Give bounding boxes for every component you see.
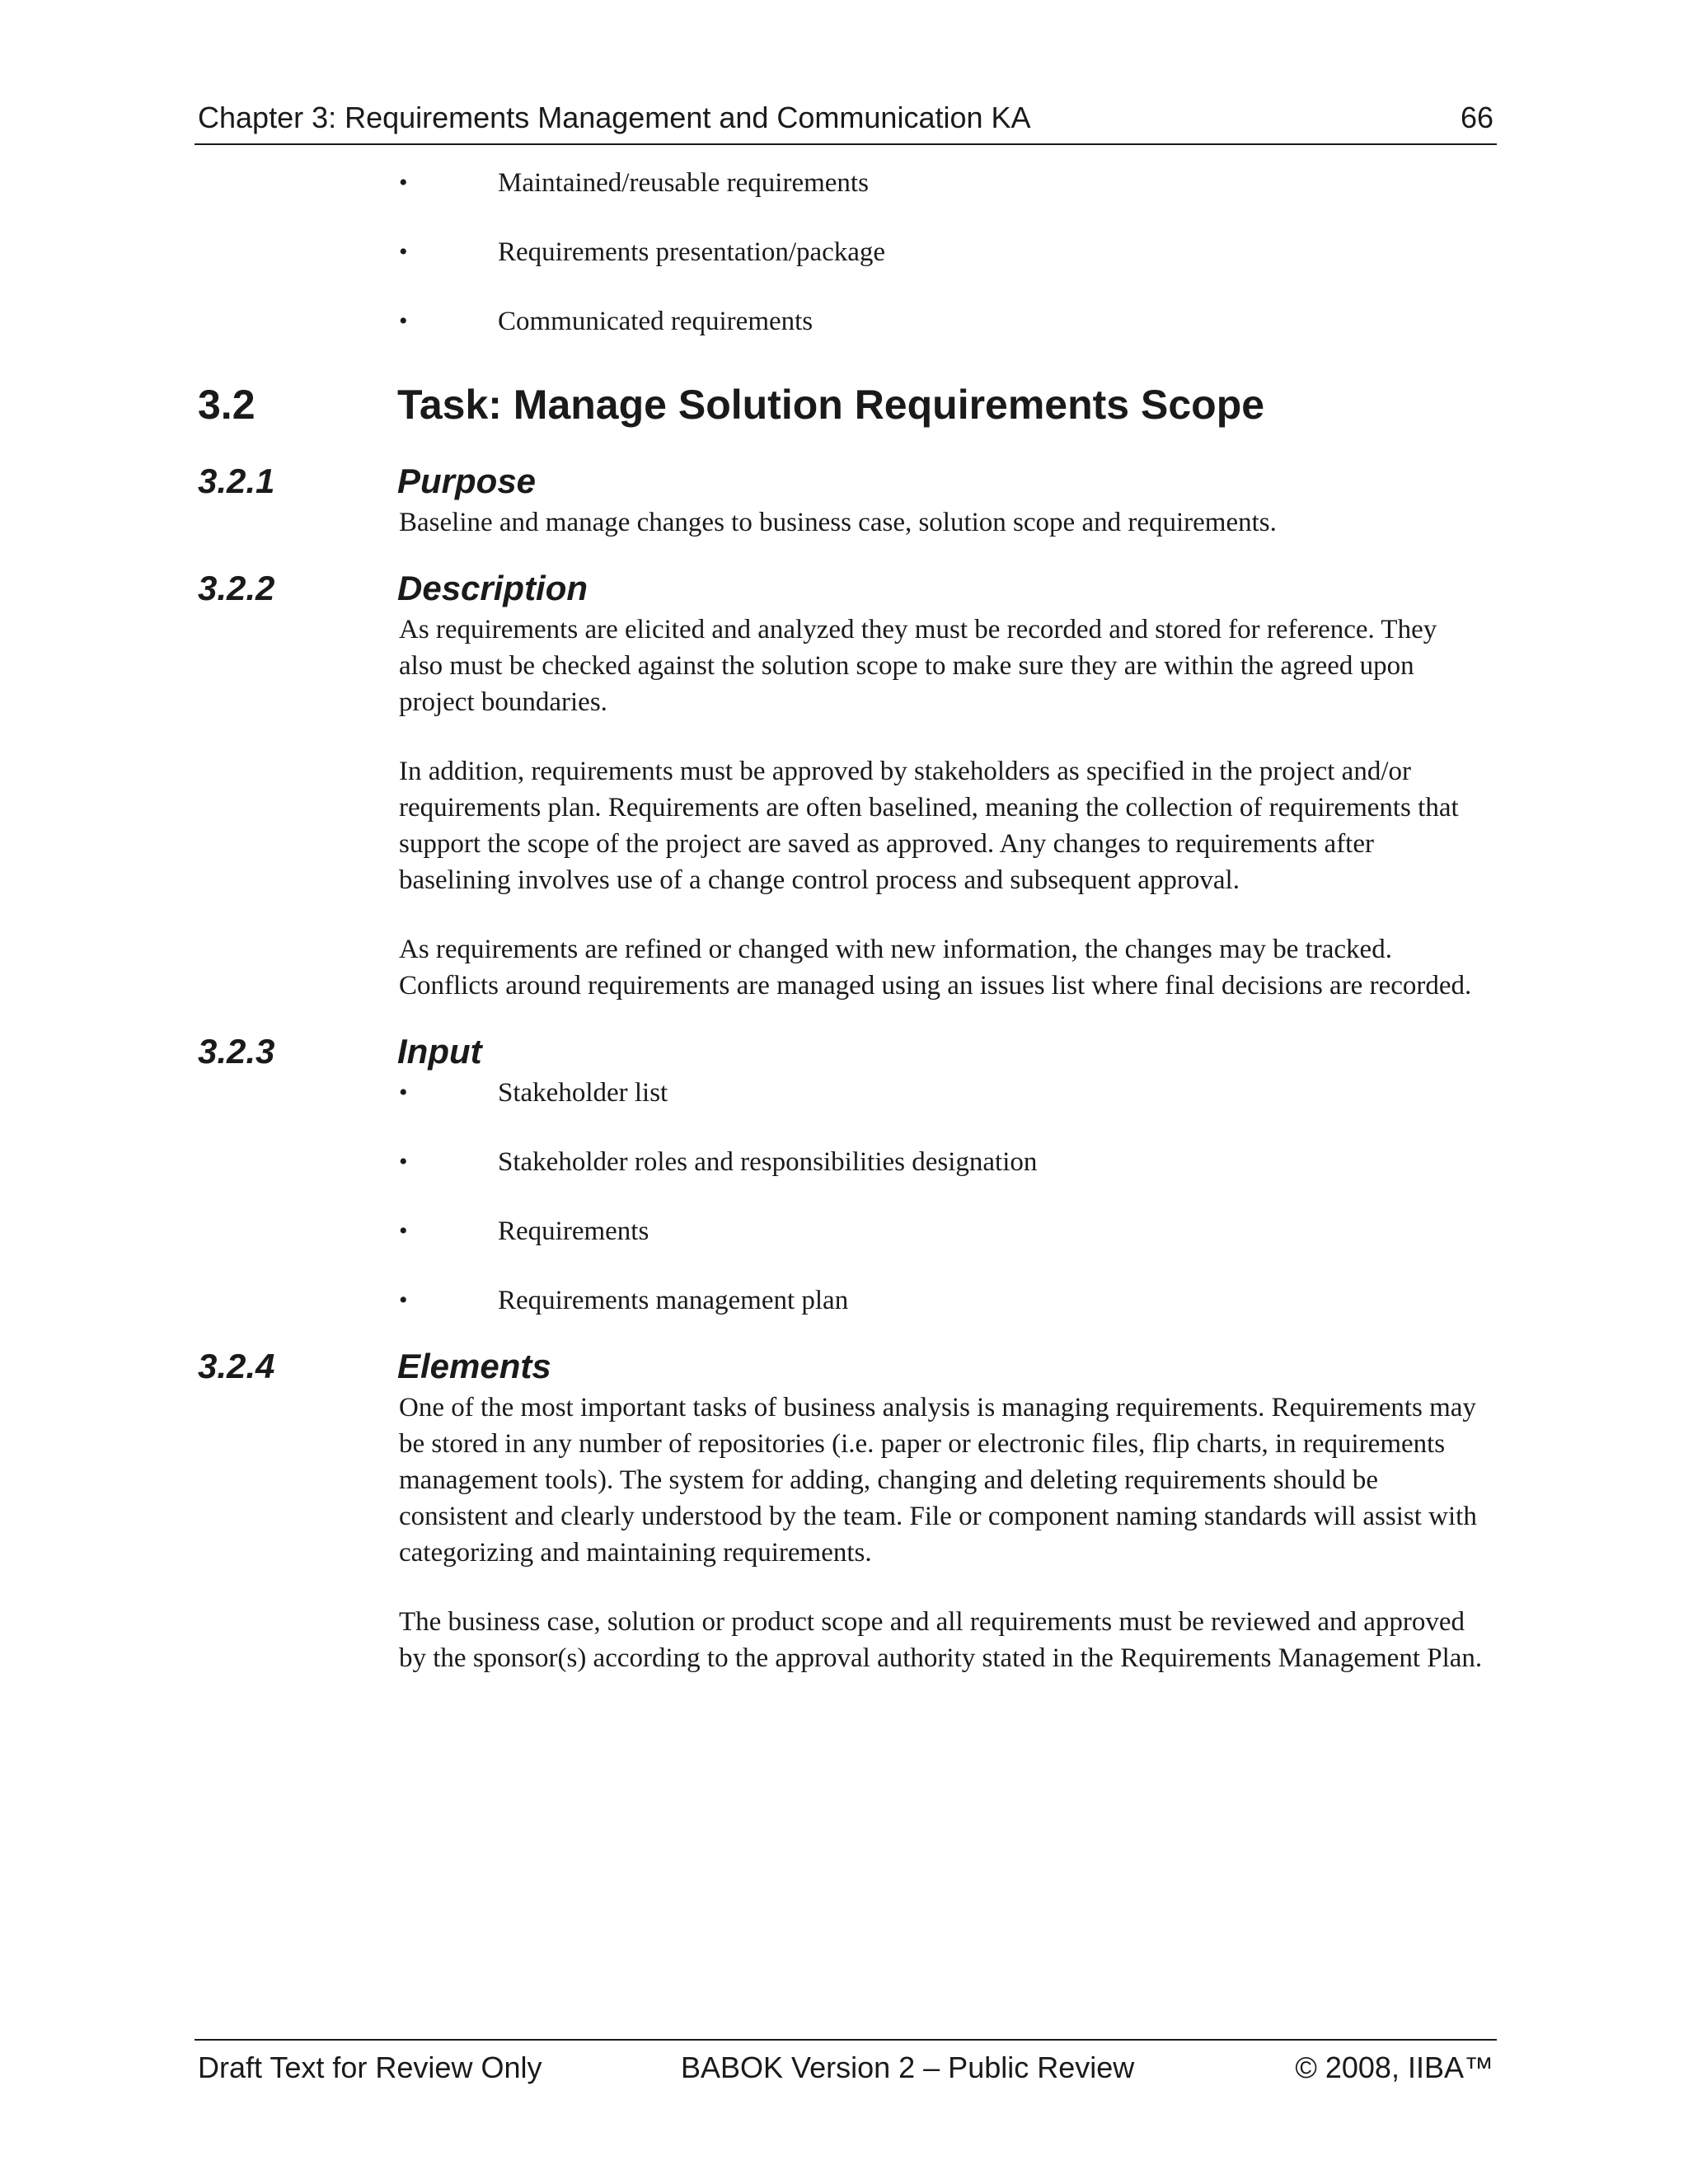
output-bullet-list	[195, 165, 1497, 340]
list-item: • Stakeholder roles and responsibilities designation	[399, 1144, 1497, 1180]
description-section	[195, 565, 1497, 1004]
bullet-icon: •	[399, 1286, 408, 1314]
bullet-icon: •	[399, 1079, 408, 1106]
section-number: 3.2	[198, 382, 256, 428]
description-number: 3.2.2	[198, 569, 275, 607]
bullet-icon: •	[399, 1148, 408, 1175]
list-item: • Stakeholder list	[399, 1075, 1497, 1111]
chapter-title: Chapter 3: Requirements Management and Communication KA	[198, 101, 1031, 134]
footer-draft-notice: Draft Text for Review Only	[198, 2050, 542, 2084]
purpose-heading	[195, 458, 1497, 504]
page-footer	[195, 2039, 1497, 2090]
elements-paragraph: The business case, solution or product scope and all requirements must be reviewed and approved by the sponsor(s) according to the approval authority stated in the Requirements Management Plan.	[399, 1607, 1483, 1673]
footer-copyright: © 2008, IIBA™	[1295, 2050, 1493, 2084]
input-heading	[195, 1029, 1497, 1075]
page-number: 66	[1460, 101, 1493, 134]
purpose-section	[195, 458, 1497, 541]
description-paragraph: As requirements are elicited and analyzed they must be recorded and stored for reference. They also must be checked against the solution scope to make sure they are within the agreed upon project boundaries.	[399, 615, 1437, 717]
elements-heading	[195, 1343, 1497, 1390]
description-heading	[195, 565, 1497, 612]
list-item: • Requirements	[399, 1213, 1497, 1249]
section-heading	[195, 376, 1497, 434]
list-item: • Requirements presentation/package	[399, 234, 1497, 270]
purpose-title: Purpose	[397, 462, 537, 500]
bullet-icon: •	[399, 169, 408, 196]
page-content	[195, 165, 1497, 1696]
list-item: • Communicated requirements	[399, 303, 1497, 340]
page-header	[195, 97, 1497, 145]
description-paragraph: In addition, requirements must be approved by stakeholders as specified in the project and/or requirements plan. Requirements are often baselined, meaning the collection of requirements that support the scope of the project are saved as approved. Any changes to requirements after baselining involves use of a change control process and subsequent approval.	[399, 757, 1459, 895]
elements-paragraph: One of the most important tasks of business analysis is managing requirements. Requirements may be stored in any number of repositories (i.e. paper or electronic files, flip charts, in requirements management tools). The system for adding, changing and deleting requirements should be consistent and clearly understood by the team. File or component naming standards will assist with categorizing and maintaining requirements.	[399, 1393, 1477, 1568]
input-number: 3.2.3	[198, 1032, 275, 1071]
bullet-icon: •	[399, 1217, 408, 1244]
elements-title: Elements	[397, 1347, 551, 1385]
input-title: Input	[397, 1032, 482, 1071]
purpose-number: 3.2.1	[198, 462, 275, 500]
bullet-icon: •	[399, 307, 408, 335]
purpose-paragraph: Baseline and manage changes to business case, solution scope and requirements.	[399, 508, 1277, 537]
elements-section	[195, 1343, 1497, 1676]
list-item: • Maintained/reusable requirements	[399, 165, 1497, 201]
input-section	[195, 1029, 1497, 1319]
list-item: • Requirements management plan	[399, 1282, 1497, 1319]
bullet-icon: •	[399, 238, 408, 265]
elements-number: 3.2.4	[198, 1347, 275, 1385]
input-bullet-list	[195, 1075, 1497, 1319]
footer-version: BABOK Version 2 – Public Review	[681, 2050, 1135, 2084]
description-paragraph: As requirements are refined or changed with new information, the changes may be tracked. Conflicts around requirements are managed using an issues list where final decisions are recorded.	[399, 935, 1472, 1001]
description-title: Description	[397, 569, 588, 607]
section-title: Task: Manage Solution Requirements Scope	[397, 382, 1265, 428]
